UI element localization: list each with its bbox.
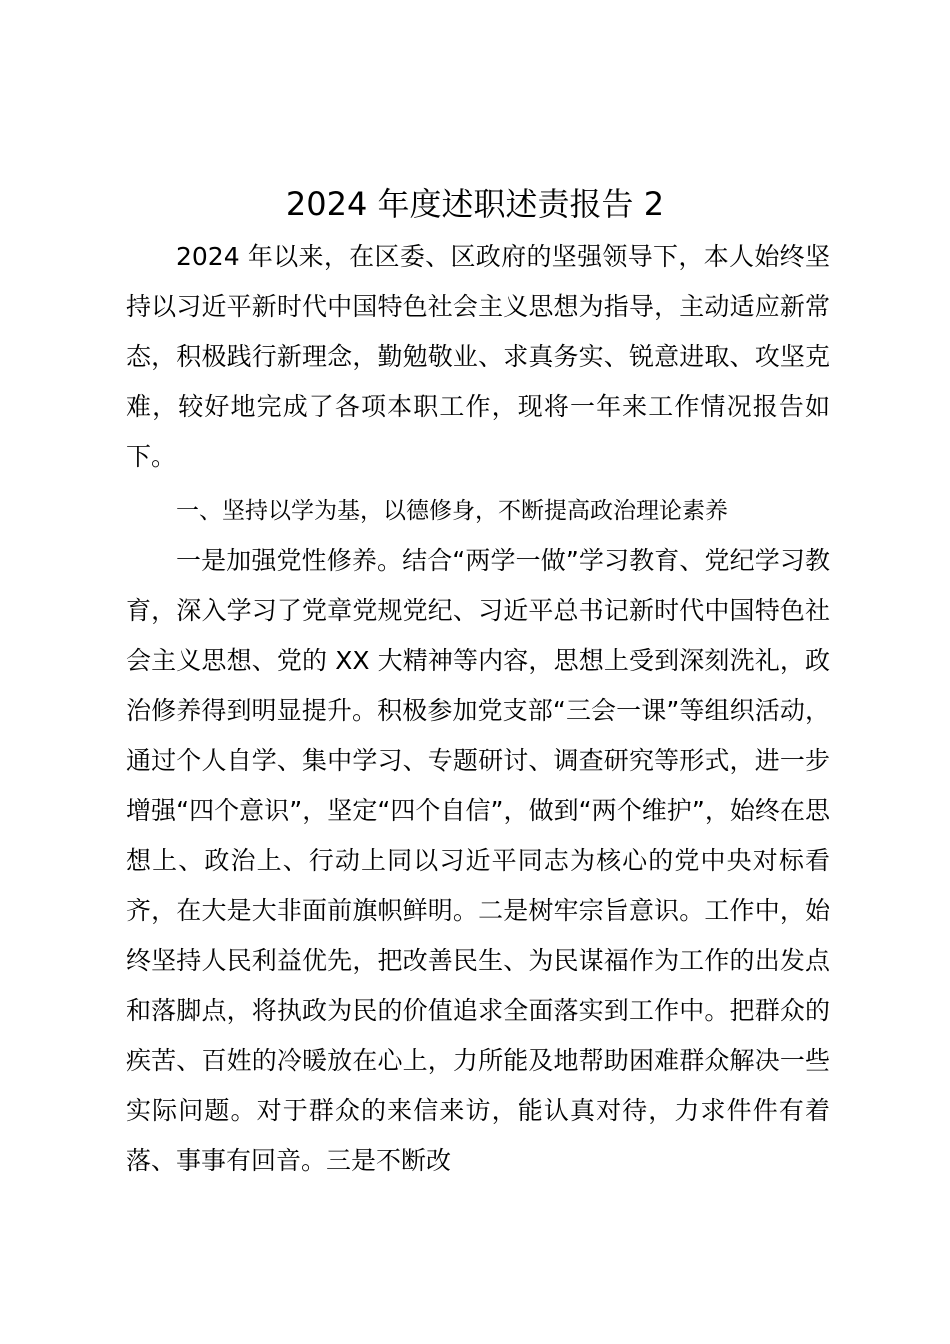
intro-paragraph: 2024 年以来，在区委、区政府的坚强领导下，本人始终坚持以习近平新时代中国特色社会主义思想为指导，主动适应新常态，积极践行新理念，勤勉敬业、求真务实、锐意进取、攻坚克难，较好地完成了各项本职工作，现将一年来工作情况报告如下。 [126, 242, 830, 471]
document-title: 2024 年度述职述责报告 2 [285, 185, 665, 223]
document-body [126, 232, 830, 1186]
section-heading-1: 一、坚持以学为基，以德修身，不断提高政治理论素养 [176, 498, 728, 524]
section-1-paragraph: 一是加强党性修养。结合“两学一做”学习教育、党纪学习教育，深入学习了党章党规党纪、习近平总书记新时代中国特色社会主义思想、党的 XX 大精神等内容，思想上受到深刻洗礼，政治修养得到明显提升。积极参加党支部“三会一课”等组织活动，通过个人自学、集中学习、专题研讨、调查研究等形式，进一步增强“四个意识”，坚定“四个自信”，做到“两个维护”，始终在思想上、政治上、行动上同以习近平同志为核心的党中央对标看齐，在大是大非面前旗帜鲜明。二是树牢宗旨意识。工作中，始终坚持人民利益优先，把改善民生、为民谋福作为工作的出发点和落脚点，将执政为民的价值追求全面落实到工作中。把群众的疾苦、百姓的冷暖放在心上，力所能及地帮助困难群众解决一些实际问题。对于群众的来信来访，能认真对待，力求件件有着落、事事有回音。三是不断改 [126, 546, 830, 1175]
